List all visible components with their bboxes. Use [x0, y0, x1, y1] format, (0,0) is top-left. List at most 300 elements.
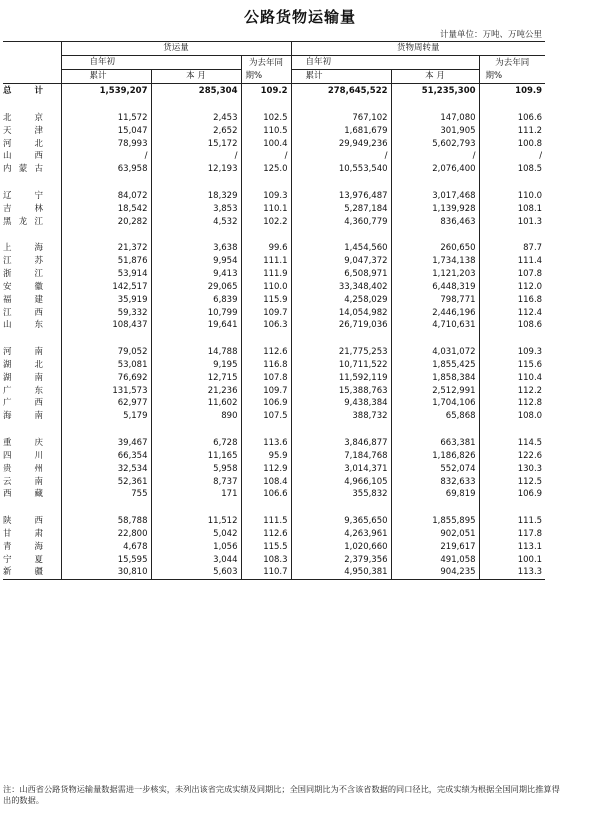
spacer-cell	[61, 228, 151, 242]
table-row	[3, 319, 545, 332]
cumulative-turnover-cell: 1,681,679	[291, 124, 391, 137]
region-cell	[3, 124, 61, 137]
turnover-yoy-cell: 113.3	[479, 566, 545, 579]
unit-label: 计量单位：万吨、万吨公里	[439, 30, 542, 40]
volume-yoy-cell: 108.4	[241, 475, 291, 488]
volume-yoy-cell: 112.9	[241, 462, 291, 475]
cumulative-turnover-cell: 388,732	[291, 410, 391, 423]
monthly-turnover-cell: 5,602,793	[391, 137, 479, 150]
volume-yoy-cell: 115.5	[241, 541, 291, 554]
turnover-yoy-cell: 106.9	[479, 488, 545, 501]
monthly-turnover-cell: 491,058	[391, 553, 479, 566]
cumulative-volume-cell: 108,437	[61, 319, 151, 332]
volume-yoy-cell: 102.2	[241, 215, 291, 228]
monthly-volume-cell: 3,044	[151, 553, 241, 566]
turnover-yoy-cell: 112.8	[479, 397, 545, 410]
monthly-volume-cell: 14,788	[151, 346, 241, 359]
monthly-volume-cell: 9,954	[151, 255, 241, 268]
spacer-cell	[241, 501, 291, 515]
turnover-yoy-cell: 108.5	[479, 163, 545, 176]
region-name: 西 藏	[3, 489, 43, 500]
turnover-yoy-cell: 108.0	[479, 410, 545, 423]
spacer-cell	[479, 423, 545, 437]
spacer-cell	[3, 332, 61, 346]
region-name: 内蒙古	[3, 164, 43, 175]
group-spacer	[3, 98, 545, 112]
cumulative-turnover-cell: 4,258,029	[291, 293, 391, 306]
region-cell	[3, 553, 61, 566]
table-row	[3, 410, 545, 423]
volume-yoy-cell: 110.7	[241, 566, 291, 579]
cumulative-turnover-cell: 14,054,982	[291, 306, 391, 319]
cumulative-turnover-cell: 1,020,660	[291, 541, 391, 554]
page-title: 公路货物运输量	[243, 8, 356, 26]
monthly-turnover-cell: 836,463	[391, 215, 479, 228]
monthly-turnover-cell: 147,080	[391, 112, 479, 125]
monthly-volume-cell: 12,193	[151, 163, 241, 176]
monthly-volume-cell: 12,715	[151, 372, 241, 385]
table-row	[3, 124, 545, 137]
table-row	[3, 255, 545, 268]
spacer-cell	[3, 501, 61, 515]
table-row	[3, 293, 545, 306]
monthly-volume-cell: 9,195	[151, 359, 241, 372]
table-row	[3, 437, 545, 450]
volume-yoy-cell: 116.8	[241, 359, 291, 372]
spacer-cell	[241, 332, 291, 346]
cumulative-volume-cell: 79,052	[61, 346, 151, 359]
turnover-yoy-cell: 109.3	[479, 346, 545, 359]
monthly-turnover-cell: 301,905	[391, 124, 479, 137]
turnover-yoy-cell: 111.5	[479, 515, 545, 528]
cumulative-turnover-cell: 6,508,971	[291, 268, 391, 281]
spacer-cell	[151, 423, 241, 437]
cumulative-volume-cell: 11,572	[61, 112, 151, 125]
monthly-volume-cell: 171	[151, 488, 241, 501]
table-row	[3, 528, 545, 541]
table-row	[3, 384, 545, 397]
spacer-cell	[479, 176, 545, 190]
spacer-cell	[241, 98, 291, 112]
header-yoy-2	[479, 56, 545, 84]
spacer-cell	[241, 176, 291, 190]
cumulative-turnover-cell: 4,950,381	[291, 566, 391, 579]
volume-yoy-cell: /	[241, 150, 291, 163]
volume-yoy-cell: 109.3	[241, 190, 291, 203]
header-yoy-2-line2: 期%	[485, 70, 503, 81]
volume-yoy-cell: 99.6	[241, 242, 291, 255]
table-row	[3, 112, 545, 125]
spacer-cell	[291, 501, 391, 515]
turnover-yoy-cell: 107.8	[479, 268, 545, 281]
region-cell	[3, 528, 61, 541]
header-yoy-1-line1: 为去年同	[249, 57, 284, 68]
cumulative-volume-cell: 58,788	[61, 515, 151, 528]
header-freight-volume: 货运量	[61, 42, 291, 56]
table-row	[3, 215, 545, 228]
turnover-yoy-cell: 111.4	[479, 255, 545, 268]
volume-yoy-cell: 100.4	[241, 137, 291, 150]
spacer-cell	[61, 98, 151, 112]
spacer-cell	[391, 501, 479, 515]
cumulative-volume-cell: 35,919	[61, 293, 151, 306]
monthly-turnover-cell: 1,121,203	[391, 268, 479, 281]
table-row	[3, 515, 545, 528]
region-name: 新 疆	[3, 567, 43, 578]
monthly-volume-cell: 2,652	[151, 124, 241, 137]
spacer-cell	[291, 98, 391, 112]
region-cell	[3, 203, 61, 216]
monthly-volume-cell: 11,512	[151, 515, 241, 528]
table-row	[3, 306, 545, 319]
cumulative-turnover-cell: 1,454,560	[291, 242, 391, 255]
region-cell	[3, 306, 61, 319]
region-name: 广 西	[3, 398, 43, 409]
cumulative-turnover-cell: 4,263,961	[291, 528, 391, 541]
spacer-cell	[61, 176, 151, 190]
table-row	[3, 397, 545, 410]
table-body	[3, 84, 545, 580]
region-name: 山 东	[3, 320, 43, 331]
cumulative-turnover-cell: 3,014,371	[291, 462, 391, 475]
table-row	[3, 462, 545, 475]
cumulative-volume-cell: 15,595	[61, 553, 151, 566]
region-cell	[3, 372, 61, 385]
volume-yoy-cell: 102.5	[241, 112, 291, 125]
region-name: 江 西	[3, 307, 43, 318]
monthly-turnover-cell: 1,855,895	[391, 515, 479, 528]
region-name: 贵 州	[3, 463, 43, 474]
monthly-volume-cell: /	[151, 150, 241, 163]
turnover-yoy-cell: 108.1	[479, 203, 545, 216]
cumulative-volume-cell: 15,047	[61, 124, 151, 137]
region-name: 上 海	[3, 243, 43, 254]
cumulative-volume-cell: 30,810	[61, 566, 151, 579]
table-row	[3, 163, 545, 176]
header-yoy-2-line1: 为去年同	[495, 57, 530, 68]
monthly-volume-cell: 3,638	[151, 242, 241, 255]
turnover-yoy-cell: 116.8	[479, 293, 545, 306]
monthly-volume-cell: 2,453	[151, 112, 241, 125]
monthly-turnover-cell: 902,051	[391, 528, 479, 541]
monthly-volume-cell: 3,853	[151, 203, 241, 216]
cumulative-volume-cell: 5,179	[61, 410, 151, 423]
turnover-yoy-cell: 114.5	[479, 437, 545, 450]
cumulative-turnover-cell: 10,711,522	[291, 359, 391, 372]
spacer-cell	[151, 98, 241, 112]
monthly-turnover-cell: 1,186,826	[391, 450, 479, 463]
monthly-volume-cell: 29,065	[151, 281, 241, 294]
region-name: 甘 肃	[3, 528, 43, 539]
spacer-cell	[391, 228, 479, 242]
monthly-turnover-cell: 2,446,196	[391, 306, 479, 319]
group-spacer	[3, 228, 545, 242]
region-name: 天 津	[3, 125, 43, 136]
region-cell	[3, 190, 61, 203]
cumulative-turnover-cell: 11,592,119	[291, 372, 391, 385]
volume-yoy-cell: 106.9	[241, 397, 291, 410]
spacer-cell	[3, 98, 61, 112]
cumulative-volume-cell: 18,542	[61, 203, 151, 216]
monthly-turnover-cell: /	[391, 150, 479, 163]
region-cell	[3, 84, 61, 99]
turnover-yoy-cell: 122.6	[479, 450, 545, 463]
monthly-volume-cell: 285,304	[151, 84, 241, 99]
spacer-cell	[479, 501, 545, 515]
region-cell	[3, 566, 61, 579]
table-row	[3, 553, 545, 566]
table-row	[3, 137, 545, 150]
monthly-volume-cell: 11,165	[151, 450, 241, 463]
monthly-volume-cell: 21,236	[151, 384, 241, 397]
region-cell	[3, 163, 61, 176]
header-yoy-1-line2: 期%	[245, 70, 263, 81]
group-spacer	[3, 332, 545, 346]
cumulative-turnover-cell: 10,553,540	[291, 163, 391, 176]
region-name: 河 南	[3, 346, 43, 357]
turnover-yoy-cell: 112.0	[479, 281, 545, 294]
cumulative-volume-cell: 76,692	[61, 372, 151, 385]
cumulative-turnover-cell: 29,949,236	[291, 137, 391, 150]
header-this-month-2: 本 月	[391, 70, 479, 84]
turnover-yoy-cell: 112.4	[479, 306, 545, 319]
cumulative-volume-cell: 66,354	[61, 450, 151, 463]
monthly-volume-cell: 10,799	[151, 306, 241, 319]
monthly-volume-cell: 8,737	[151, 475, 241, 488]
volume-yoy-cell: 113.6	[241, 437, 291, 450]
spacer-cell	[151, 228, 241, 242]
cumulative-turnover-cell: 5,287,184	[291, 203, 391, 216]
spacer-cell	[391, 176, 479, 190]
turnover-yoy-cell: /	[479, 150, 545, 163]
cumulative-turnover-cell: 33,348,402	[291, 281, 391, 294]
cumulative-volume-cell: 131,573	[61, 384, 151, 397]
region-cell	[3, 475, 61, 488]
monthly-turnover-cell: 1,858,384	[391, 372, 479, 385]
header-freight-turnover: 货物周转量	[291, 42, 545, 56]
monthly-volume-cell: 19,641	[151, 319, 241, 332]
spacer-cell	[241, 228, 291, 242]
turnover-yoy-cell: 100.1	[479, 553, 545, 566]
volume-yoy-cell: 111.9	[241, 268, 291, 281]
table-row	[3, 450, 545, 463]
volume-yoy-cell: 112.6	[241, 346, 291, 359]
cumulative-volume-cell: 59,332	[61, 306, 151, 319]
table-header	[3, 42, 545, 84]
monthly-volume-cell: 5,042	[151, 528, 241, 541]
monthly-volume-cell: 4,532	[151, 215, 241, 228]
cumulative-volume-cell: 21,372	[61, 242, 151, 255]
cumulative-turnover-cell: 7,184,768	[291, 450, 391, 463]
header-since-start-1: 自年初	[61, 56, 241, 70]
region-name: 湖 北	[3, 359, 43, 370]
cumulative-volume-cell: 53,914	[61, 268, 151, 281]
spacer-cell	[391, 332, 479, 346]
region-cell	[3, 410, 61, 423]
table-row	[3, 150, 545, 163]
turnover-yoy-cell: 100.8	[479, 137, 545, 150]
cumulative-volume-cell: 63,958	[61, 163, 151, 176]
region-cell	[3, 281, 61, 294]
region-name: 重 庆	[3, 437, 43, 448]
region-cell	[3, 215, 61, 228]
table-row	[3, 190, 545, 203]
region-cell	[3, 397, 61, 410]
turnover-yoy-cell: 108.6	[479, 319, 545, 332]
region-name: 总 计	[3, 85, 43, 96]
region-name: 陕 西	[3, 515, 43, 526]
spacer-cell	[241, 423, 291, 437]
volume-yoy-cell: 111.5	[241, 515, 291, 528]
cumulative-volume-cell: 32,534	[61, 462, 151, 475]
monthly-turnover-cell: 4,031,072	[391, 346, 479, 359]
table-row	[3, 566, 545, 579]
region-cell	[3, 150, 61, 163]
monthly-turnover-cell: 2,076,400	[391, 163, 479, 176]
spacer-cell	[151, 176, 241, 190]
volume-yoy-cell: 111.1	[241, 255, 291, 268]
region-name: 北 京	[3, 112, 43, 123]
cumulative-volume-cell: 755	[61, 488, 151, 501]
cumulative-volume-cell: 22,800	[61, 528, 151, 541]
region-name: 河 北	[3, 138, 43, 149]
region-name: 青 海	[3, 541, 43, 552]
spacer-cell	[61, 501, 151, 515]
monthly-turnover-cell: 4,710,631	[391, 319, 479, 332]
cumulative-turnover-cell: 278,645,522	[291, 84, 391, 99]
table-row	[3, 281, 545, 294]
region-cell	[3, 112, 61, 125]
turnover-yoy-cell: 109.9	[479, 84, 545, 99]
cumulative-volume-cell: 52,361	[61, 475, 151, 488]
monthly-turnover-cell: 219,617	[391, 541, 479, 554]
turnover-yoy-cell: 117.8	[479, 528, 545, 541]
cumulative-turnover-cell: /	[291, 150, 391, 163]
monthly-turnover-cell: 65,868	[391, 410, 479, 423]
region-name: 四 川	[3, 450, 43, 461]
spacer-cell	[291, 423, 391, 437]
spacer-cell	[61, 332, 151, 346]
monthly-turnover-cell: 798,771	[391, 293, 479, 306]
region-name: 辽 宁	[3, 190, 43, 201]
turnover-yoy-cell: 130.3	[479, 462, 545, 475]
monthly-turnover-cell: 1,734,138	[391, 255, 479, 268]
cumulative-turnover-cell: 21,775,253	[291, 346, 391, 359]
monthly-volume-cell: 6,839	[151, 293, 241, 306]
region-name: 吉 林	[3, 203, 43, 214]
freight-table	[3, 41, 545, 580]
region-cell	[3, 255, 61, 268]
spacer-cell	[3, 228, 61, 242]
turnover-yoy-cell: 110.4	[479, 372, 545, 385]
cumulative-volume-cell: 78,993	[61, 137, 151, 150]
cumulative-turnover-cell: 3,846,877	[291, 437, 391, 450]
region-name: 山 西	[3, 151, 43, 162]
turnover-yoy-cell: 111.2	[479, 124, 545, 137]
volume-yoy-cell: 125.0	[241, 163, 291, 176]
volume-yoy-cell: 107.5	[241, 410, 291, 423]
cumulative-volume-cell: 4,678	[61, 541, 151, 554]
region-name: 广 东	[3, 385, 43, 396]
region-cell	[3, 437, 61, 450]
region-cell	[3, 515, 61, 528]
footnote: 注：山西省公路货物运输量数据需进一步核实，未列出该省完成实绩及同期比；全国同期比为不含该省数据的同口径比，完成实绩为根据全国同期比推算得出的数据。	[3, 784, 560, 805]
region-name: 云 南	[3, 476, 43, 487]
region-cell	[3, 293, 61, 306]
monthly-turnover-cell: 1,704,106	[391, 397, 479, 410]
table-row	[3, 242, 545, 255]
spacer-cell	[151, 332, 241, 346]
cumulative-turnover-cell: 26,719,036	[291, 319, 391, 332]
monthly-volume-cell: 18,329	[151, 190, 241, 203]
monthly-turnover-cell: 6,448,319	[391, 281, 479, 294]
cumulative-turnover-cell: 9,365,650	[291, 515, 391, 528]
volume-yoy-cell: 109.7	[241, 384, 291, 397]
region-name: 湖 南	[3, 372, 43, 383]
monthly-turnover-cell: 1,855,425	[391, 359, 479, 372]
cumulative-volume-cell: 20,282	[61, 215, 151, 228]
cumulative-volume-cell: 62,977	[61, 397, 151, 410]
region-cell	[3, 242, 61, 255]
table-row	[3, 488, 545, 501]
volume-yoy-cell: 110.5	[241, 124, 291, 137]
region-cell	[3, 359, 61, 372]
monthly-volume-cell: 1,056	[151, 541, 241, 554]
cumulative-turnover-cell: 13,976,487	[291, 190, 391, 203]
region-name: 宁 夏	[3, 554, 43, 565]
spacer-cell	[291, 176, 391, 190]
monthly-turnover-cell: 552,074	[391, 462, 479, 475]
table-row	[3, 359, 545, 372]
corner-cell	[3, 42, 61, 84]
cumulative-turnover-cell: 355,832	[291, 488, 391, 501]
total-row	[3, 84, 545, 99]
spacer-cell	[391, 423, 479, 437]
monthly-volume-cell: 11,602	[151, 397, 241, 410]
volume-yoy-cell: 107.8	[241, 372, 291, 385]
volume-yoy-cell: 110.1	[241, 203, 291, 216]
region-cell	[3, 488, 61, 501]
cumulative-turnover-cell: 9,047,372	[291, 255, 391, 268]
group-spacer	[3, 501, 545, 515]
group-spacer	[3, 423, 545, 437]
header-cumulative-1: 累计	[61, 70, 151, 84]
spacer-cell	[151, 501, 241, 515]
region-name: 安 徽	[3, 281, 43, 292]
monthly-turnover-cell: 1,139,928	[391, 203, 479, 216]
monthly-volume-cell: 5,958	[151, 462, 241, 475]
cumulative-volume-cell: /	[61, 150, 151, 163]
volume-yoy-cell: 115.9	[241, 293, 291, 306]
table-row	[3, 372, 545, 385]
monthly-volume-cell: 5,603	[151, 566, 241, 579]
region-name: 黑龙江	[3, 216, 43, 227]
turnover-yoy-cell: 113.1	[479, 541, 545, 554]
region-cell	[3, 384, 61, 397]
header-this-month-1: 本 月	[151, 70, 241, 84]
table-row	[3, 203, 545, 216]
monthly-turnover-cell: 260,650	[391, 242, 479, 255]
monthly-volume-cell: 6,728	[151, 437, 241, 450]
cumulative-volume-cell: 84,072	[61, 190, 151, 203]
turnover-yoy-cell: 106.6	[479, 112, 545, 125]
region-cell	[3, 541, 61, 554]
spacer-cell	[291, 228, 391, 242]
region-cell	[3, 462, 61, 475]
spacer-cell	[391, 98, 479, 112]
cumulative-turnover-cell: 2,379,356	[291, 553, 391, 566]
header-since-start-2: 自年初	[291, 56, 479, 70]
